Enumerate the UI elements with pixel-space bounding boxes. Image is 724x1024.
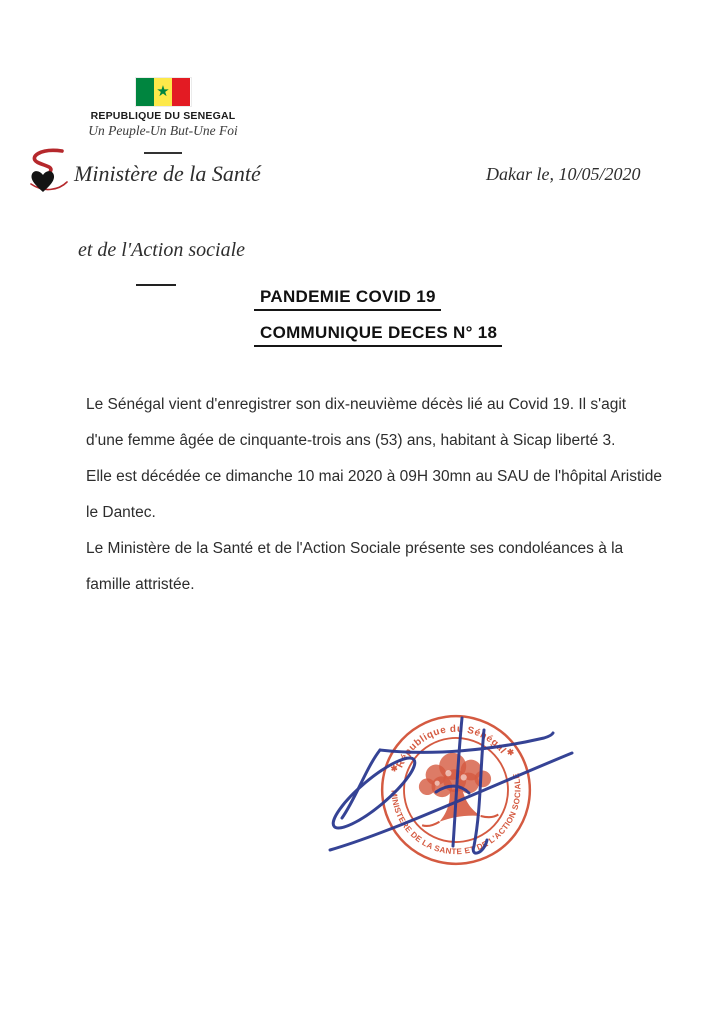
ministry-name-line2: et de l'Action sociale (78, 239, 246, 261)
senegal-flag-icon (136, 78, 191, 106)
ministry-name-line1: Ministère de la Santé (74, 161, 261, 186)
national-emblem-block (88, 78, 238, 154)
stamp-arc-top-text: République du Sénégal (394, 723, 509, 770)
flag-band-red (172, 78, 190, 106)
title-pandemie: PANDEMIE COVID 19 (254, 287, 441, 311)
body-paragraph: Le Ministère de la Santé et de l'Action Sociale présente ses condoléances à la famille attristée. (86, 540, 624, 593)
health-ministry-logo-icon (24, 148, 68, 198)
motto-text: Un Peuple-Un But-Une Foi (88, 123, 238, 138)
body-text (86, 387, 662, 603)
divider-line-top (144, 152, 182, 154)
stamp-star-right-icon: ✱ (506, 746, 515, 758)
stamp-star-left-icon: ✱ (389, 762, 399, 774)
signature-icon (322, 698, 584, 870)
flag-band-green (136, 78, 154, 106)
body-paragraph: Le Sénégal vient d'enregistrer son dix-neuvième décès lié au Covid 19. Il s'agit d'une femme âgée de cinquante-trois ans (53) ans, habitant à Sicap liberté 3. (86, 396, 627, 449)
flag-star-icon: ★ (156, 82, 170, 100)
flag-band-yellow (154, 78, 172, 106)
title-communique: COMMUNIQUE DECES N° 18 (254, 323, 502, 347)
stamp-arc-bottom-text: MINISTERE DE LA SANTE ET DE L'ACTION SOCIALE (389, 772, 523, 857)
divider-line-bottom (136, 284, 176, 286)
date-line: Dakar le, 10/05/2020 (486, 164, 641, 184)
republic-label: REPUBLIQUE DU SENEGAL (90, 110, 236, 122)
body-paragraph: Elle est décédée ce dimanche 10 mai 2020 à 09H 30mn au SAU de l'hôpital Aristide le Dantec. (86, 468, 662, 521)
titles-block (254, 287, 502, 359)
